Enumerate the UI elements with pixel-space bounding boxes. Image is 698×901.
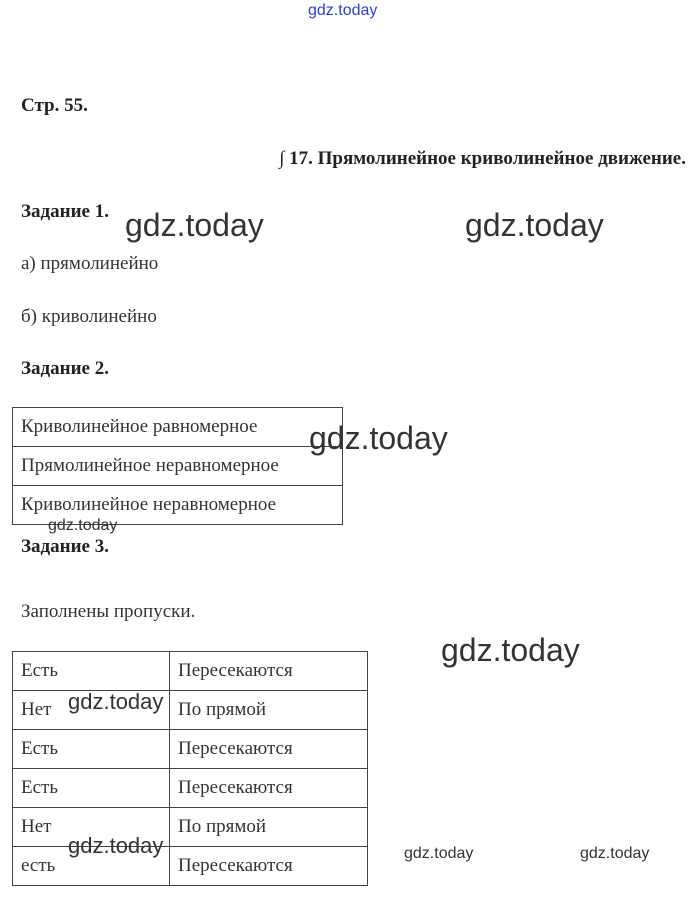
page-number: Стр. 55.	[21, 95, 88, 116]
table-row	[13, 847, 368, 886]
watermark-top: gdz.today	[308, 2, 378, 19]
table-cell: Криволинейное равномерное	[13, 408, 343, 447]
table-cell: Есть	[13, 769, 170, 808]
task3-note: Заполнены пропуски.	[21, 601, 196, 622]
table-cell: Пересекаются	[170, 847, 368, 886]
table-cell: Пересекаются	[170, 730, 368, 769]
table-cell: Криволинейное неравномерное	[13, 486, 343, 525]
table-cell: есть	[13, 847, 170, 886]
watermark: gdz.today	[309, 420, 448, 456]
watermark: gdz.today	[441, 632, 580, 668]
table-cell: Пересекаются	[170, 769, 368, 808]
table-cell: Нет	[13, 808, 170, 847]
table-cell: Прямолинейное неравномерное	[13, 447, 343, 486]
watermark: gdz.today	[580, 845, 650, 862]
watermark: gdz.today	[68, 689, 164, 714]
table-row	[13, 691, 368, 730]
table-row	[13, 447, 343, 486]
watermark: gdz.today	[68, 833, 164, 858]
table-cell: Есть	[13, 652, 170, 691]
watermark: gdz.today	[465, 207, 604, 243]
section-title: ∫ 17. Прямолинейное криволинейное движение.	[279, 148, 686, 169]
table-row	[13, 408, 343, 447]
watermark: gdz.today	[404, 845, 474, 862]
task3-table	[12, 651, 368, 886]
table-row	[13, 652, 368, 691]
table-row	[13, 808, 368, 847]
task1-answer-a: а) прямолинейно	[21, 253, 159, 274]
watermark: gdz.today	[125, 207, 264, 243]
table-cell: По прямой	[170, 808, 368, 847]
task2-table	[12, 407, 343, 525]
task1-heading: Задание 1.	[21, 201, 109, 222]
table-cell: Есть	[13, 730, 170, 769]
task1-answer-b: б) криволинейно	[21, 306, 157, 327]
table-row	[13, 769, 368, 808]
table-cell: По прямой	[170, 691, 368, 730]
task2-heading: Задание 2.	[21, 358, 109, 379]
table-cell: Нет	[13, 691, 170, 730]
table-cell: Пересекаются	[170, 652, 368, 691]
task3-heading: Задание 3.	[21, 536, 109, 557]
watermark: gdz.today	[48, 517, 118, 534]
table-row	[13, 730, 368, 769]
